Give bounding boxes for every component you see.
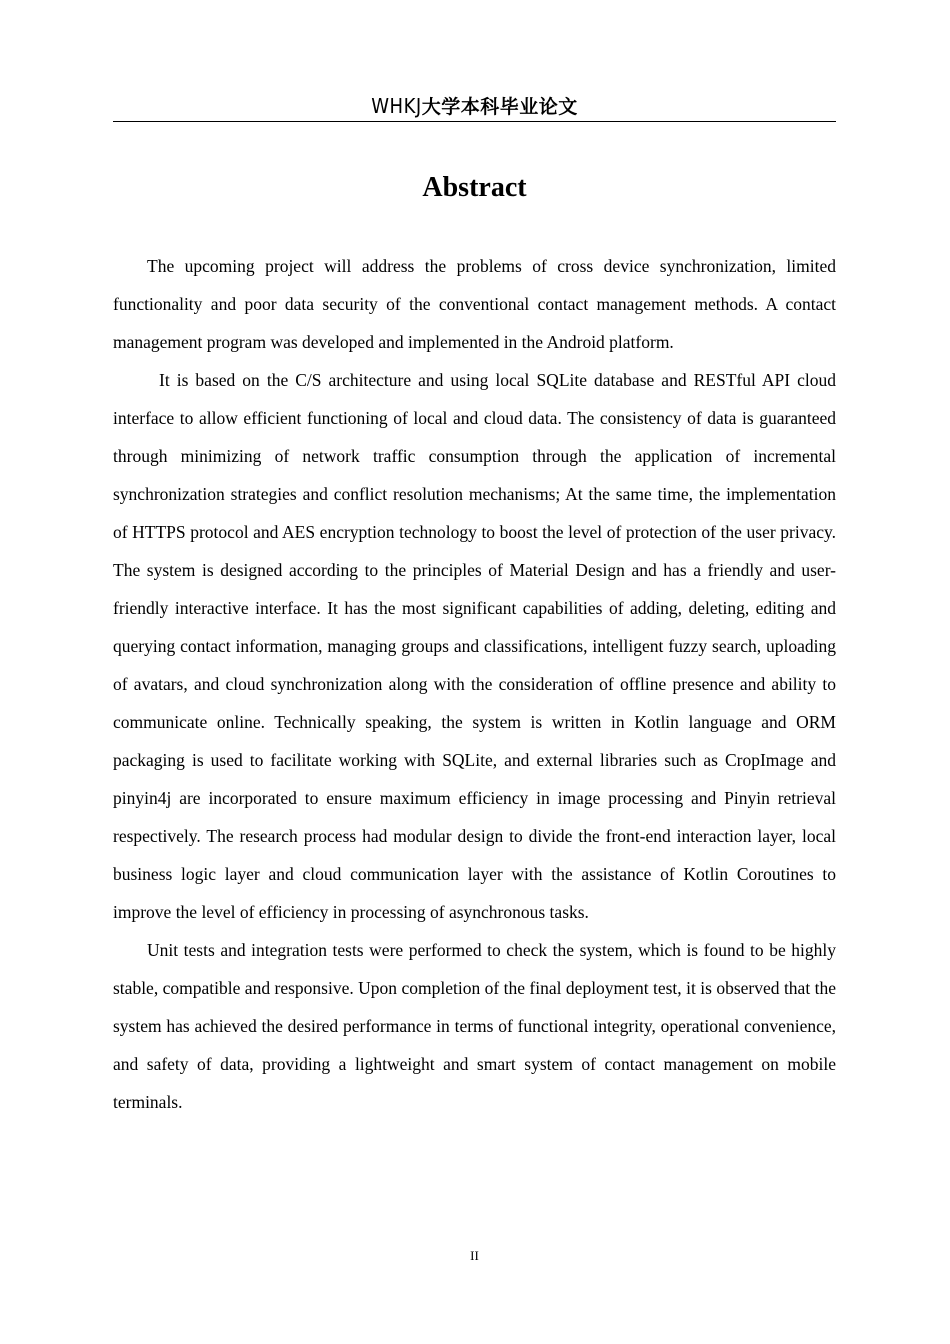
abstract-paragraph-3: Unit tests and integration tests were performed to check the system, which is found to be highly stable, compatible and responsive. Upon completion of the final deployment test, it is observed that the system has achieved the desired performance in terms of functional integrity, operational convenience, and safety of data, providing a lightweight and smart system of contact management on mobile terminals.: [113, 940, 836, 1112]
header-divider: [113, 121, 836, 122]
running-header: [113, 92, 836, 120]
abstract-paragraph-2: It is based on the C/S architecture and using local SQLite database and RESTful API cloud interface to allow efficient functioning of local and cloud data. The consistency of data is guaranteed through minimizing of network traffic consumption through the application of incremental synchronization strategies and conflict resolution mechanisms; At the same time, the implementation of HTTPS protocol and AES encryption technology to boost the level of protection of the user privacy. The system is designed according to the principles of Material Design and has a friendly and user-friendly interactive interface. It has the most significant capabilities of adding, deleting, editing and querying contact information, managing groups and classifications, intelligent fuzzy search, uploading of avatars, and cloud synchronization along with the consideration of offline presence and ability to communicate online. Technically speaking, the system is written in Kotlin language and ORM packaging is used to facilitate working with SQLite, and external libraries such as CropImage and pinyin4j are incorporated to ensure maximum efficiency in image processing and Pinyin retrieval respectively. The research process had modular design to divide the front-end interaction layer, local business logic layer and cloud communication layer with the assistance of Kotlin Coroutines to improve the level of efficiency in processing of asynchronous tasks.: [113, 370, 836, 922]
abstract-body: [113, 247, 836, 1121]
abstract-title: Abstract: [422, 172, 527, 203]
abstract-paragraph-1: The upcoming project will address the problems of cross device synchronization, limited functionality and poor data security of the conventional contact management methods. A contact management program was developed and implemented in the Android platform.: [113, 256, 836, 352]
page-number: II: [470, 1248, 479, 1263]
header-university-code: WHKJ: [371, 94, 422, 118]
header-thesis-label: 大学本科毕业论文: [421, 96, 578, 118]
